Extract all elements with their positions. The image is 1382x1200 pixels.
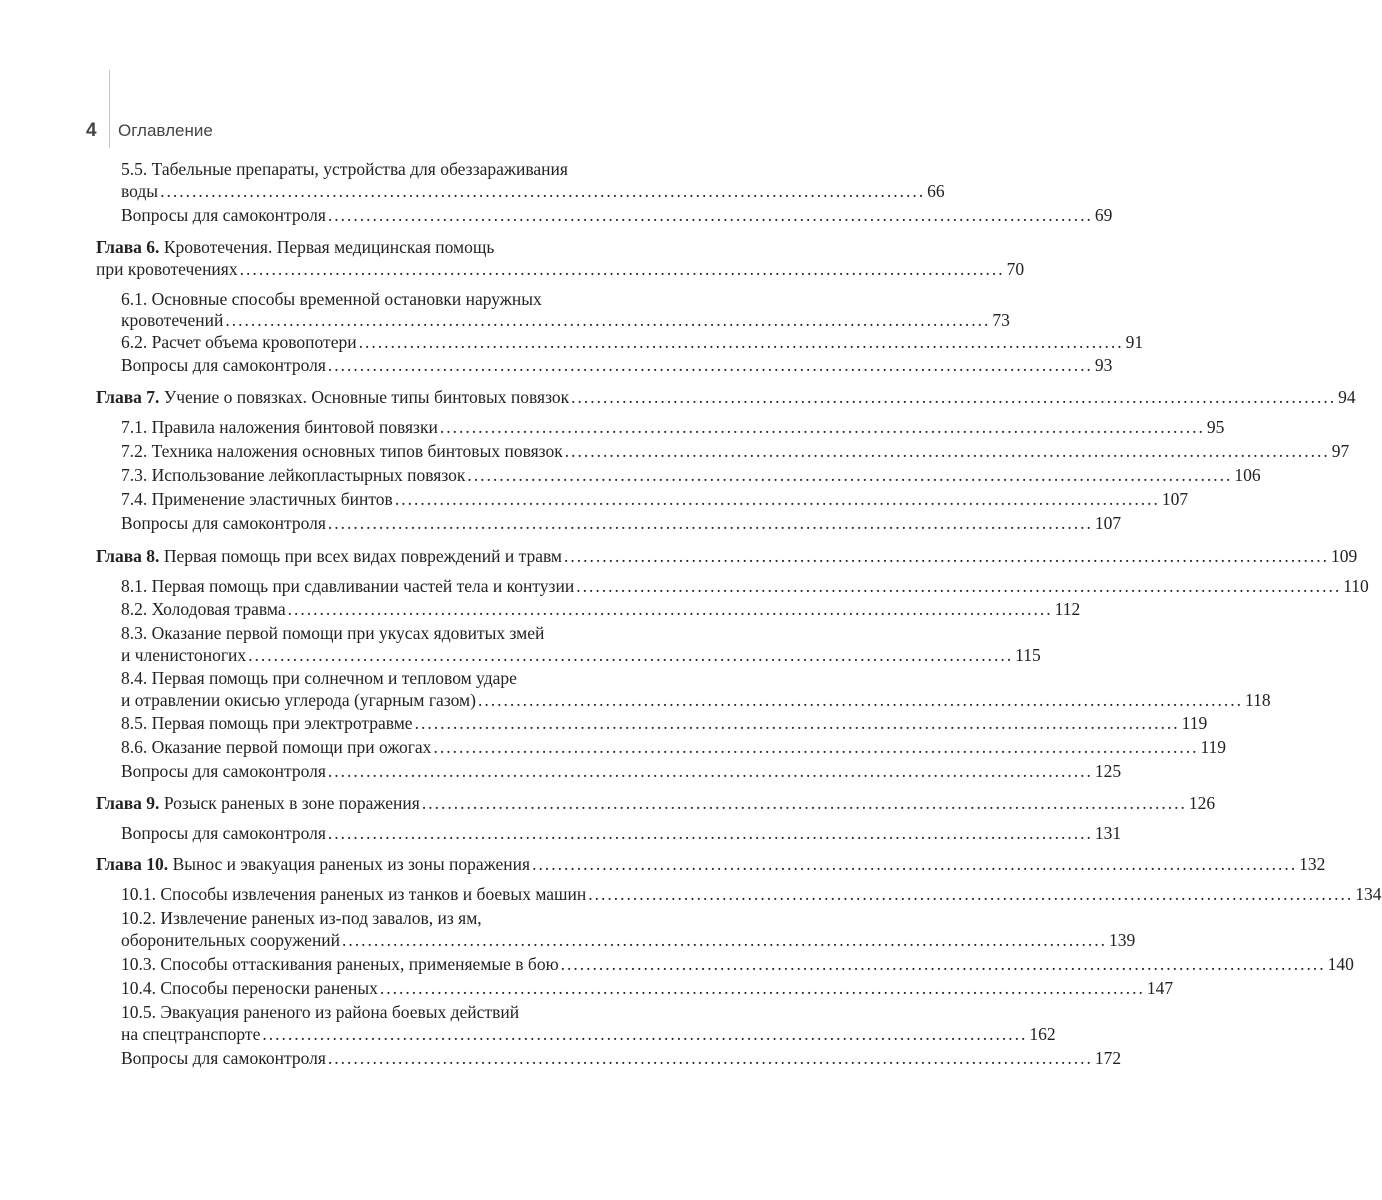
leader-dots: ........................................................................................................................ xyxy=(287,599,1053,619)
toc-entry-10-3[interactable]: 10.3. Способы оттаскивания раненых, применяемые в бою ........................................................................................................................ 140 xyxy=(121,954,1354,974)
leader-dots: ........................................................................................................................ xyxy=(342,930,1108,950)
page-ref: 107 xyxy=(1094,513,1122,533)
leader-dots: ........................................................................................................................ xyxy=(571,387,1337,407)
toc-entry-7-2[interactable]: 7.2. Техника наложения основных типов бинтовых повязок ........................................................................................................................ 97 xyxy=(121,441,1350,461)
toc-chapter-9[interactable]: Глава 9. Розыск раненых в зоне поражения ........................................................................................................................ 126 xyxy=(96,793,1216,813)
toc-entry-q5[interactable]: Вопросы для самоконтроля ........................................................................................................................ 69 xyxy=(121,205,1113,225)
toc-chapter-8[interactable]: Глава 8. Первая помощь при всех видах повреждений и травм ........................................................................................................................ 109 xyxy=(96,546,1358,566)
page-ref: 94 xyxy=(1338,387,1356,407)
leader-dots: ........................................................................................................................ xyxy=(327,355,1093,375)
leader-dots: ........................................................................................................................ xyxy=(327,205,1093,225)
page-ref: 125 xyxy=(1094,761,1122,781)
toc-entry-q8[interactable]: Вопросы для самоконтроля ........................................................................................................................ 125 xyxy=(121,761,1122,781)
leader-dots: ........................................................................................................................ xyxy=(358,332,1124,352)
leader-dots: ........................................................................................................................ xyxy=(467,465,1233,485)
leader-dots: ........................................................................................................................ xyxy=(160,181,926,201)
page-ref: 110 xyxy=(1343,576,1369,596)
toc-entry-8-6[interactable]: 8.6. Оказание первой помощи при ожогах ........................................................................................................................ 119 xyxy=(121,737,1227,757)
toc-entry-8-1[interactable]: 8.1. Первая помощь при сдавливании частей тела и контузии ........................................................................................................................ 110 xyxy=(121,576,1369,596)
leader-dots: ........................................................................................................................ xyxy=(379,978,1145,998)
leader-dots: ........................................................................................................................ xyxy=(532,854,1298,874)
toc-entry-8-3[interactable]: и членистоногих ........................................................................................................................ 115 xyxy=(121,645,1041,665)
page-ref: 134 xyxy=(1355,884,1382,904)
toc-entry-8-4[interactable]: и отравлении окисью углерода (угарным газом) ........................................................................................................................ 118 xyxy=(121,690,1271,710)
leader-dots: ........................................................................................................................ xyxy=(439,417,1205,437)
page-ref: 95 xyxy=(1206,417,1225,437)
toc-entry-7-4[interactable]: 7.4. Применение эластичных бинтов ........................................................................................................................ 107 xyxy=(121,489,1189,509)
toc-entry-q9[interactable]: Вопросы для самоконтроля ........................................................................................................................ 131 xyxy=(121,823,1122,843)
leader-dots: ........................................................................................................................ xyxy=(564,441,1330,461)
leader-dots: ........................................................................................................................ xyxy=(564,546,1329,566)
leader-dots: ........................................................................................................................ xyxy=(327,1048,1093,1068)
leader-dots: ........................................................................................................................ xyxy=(248,645,1014,665)
page-ref: 115 xyxy=(1015,645,1041,665)
leader-dots: ........................................................................................................................ xyxy=(560,954,1326,974)
leader-dots: ........................................................................................................................ xyxy=(588,884,1354,904)
toc-entry-8-4-line1: 8.4. Первая помощь при солнечном и тепловом ударе xyxy=(121,668,517,688)
toc-chapter-6-line1: Глава 6. Кровотечения. Первая медицинская помощь xyxy=(96,237,495,257)
toc-chapter-6[interactable]: при кровотечениях ........................................................................................................................ 70 xyxy=(96,259,1025,279)
toc-entry-7-1[interactable]: 7.1. Правила наложения бинтовой повязки ........................................................................................................................ 95 xyxy=(121,417,1225,437)
page-ref: 172 xyxy=(1094,1048,1122,1068)
leader-dots: ........................................................................................................................ xyxy=(239,259,1005,279)
page-number: 4 xyxy=(86,120,97,141)
toc-entry-8-5[interactable]: 8.5. Первая помощь при электротравме ........................................................................................................................ 119 xyxy=(121,713,1208,733)
page-ref: 118 xyxy=(1244,690,1271,710)
page-ref: 73 xyxy=(992,310,1010,330)
page-ref: 106 xyxy=(1234,465,1261,485)
toc-entry-7-3[interactable]: 7.3. Использование лейкопластырных повязок ........................................................................................................................ 106 xyxy=(121,465,1261,485)
leader-dots: ........................................................................................................................ xyxy=(421,793,1187,813)
toc-entry-5-5-line1: 5.5. Табельные препараты, устройства для обеззараживания xyxy=(121,159,568,179)
toc-entry-8-2[interactable]: 8.2. Холодовая травма ........................................................................................................................ 112 xyxy=(121,599,1081,619)
running-title: Оглавление xyxy=(118,121,213,140)
toc-chapter-10[interactable]: Глава 10. Вынос и эвакуация раненых из зоны поражения ........................................................................................................................ 132 xyxy=(96,854,1326,874)
leader-dots: ........................................................................................................................ xyxy=(327,513,1093,533)
toc-entry-10-1[interactable]: 10.1. Способы извлечения раненых из танков и боевых машин ........................................................................................................................ 134 xyxy=(121,884,1382,904)
page-ref: 112 xyxy=(1054,599,1081,619)
toc-entry-10-5[interactable]: на спецтранспорте ........................................................................................................................ 162 xyxy=(121,1024,1056,1044)
page-ref: 139 xyxy=(1109,930,1136,950)
page-ref: 70 xyxy=(1006,259,1025,279)
toc-entry-6-1[interactable]: кровотечений ........................................................................................................................ 73 xyxy=(121,310,1010,330)
toc-entry-q7[interactable]: Вопросы для самоконтроля ........................................................................................................................ 107 xyxy=(121,513,1122,533)
leader-dots: ........................................................................................................................ xyxy=(225,310,991,330)
page-ref: 131 xyxy=(1094,823,1122,843)
page-ref: 119 xyxy=(1200,737,1227,757)
leader-dots: ........................................................................................................................ xyxy=(327,823,1093,843)
page-ref: 126 xyxy=(1188,793,1216,813)
toc-entry-6-2[interactable]: 6.2. Расчет объема кровопотери ........................................................................................................................ 91 xyxy=(121,332,1144,352)
leader-dots: ........................................................................................................................ xyxy=(576,576,1342,596)
leader-dots: ........................................................................................................................ xyxy=(394,489,1160,509)
toc-entry-q6[interactable]: Вопросы для самоконтроля ........................................................................................................................ 93 xyxy=(121,355,1113,375)
leader-dots: ........................................................................................................................ xyxy=(262,1024,1028,1044)
toc-entry-10-5-line1: 10.5. Эвакуация раненого из района боевых действий xyxy=(121,1002,520,1022)
page-ref: 162 xyxy=(1029,1024,1056,1044)
page-ref: 109 xyxy=(1331,546,1358,566)
page-ref: 119 xyxy=(1181,713,1208,733)
page-ref: 107 xyxy=(1161,489,1189,509)
page-ref: 132 xyxy=(1299,854,1326,874)
leader-dots: ........................................................................................................................ xyxy=(414,713,1180,733)
page-ref: 140 xyxy=(1327,954,1354,974)
toc-entry-10-4[interactable]: 10.4. Способы переноски раненых ........................................................................................................................ 147 xyxy=(121,978,1174,998)
page-ref: 93 xyxy=(1094,355,1113,375)
page-ref: 69 xyxy=(1094,205,1113,225)
page-ref: 147 xyxy=(1146,978,1174,998)
toc-entry-10-2[interactable]: оборонительных сооружений ........................................................................................................................ 139 xyxy=(121,930,1136,950)
toc-entry-6-1-line1: 6.1. Основные способы временной остановки наружных xyxy=(121,289,542,309)
page-ref: 97 xyxy=(1331,441,1350,461)
toc-entry-8-3-line1: 8.3. Оказание первой помощи при укусах ядовитых змей xyxy=(121,623,545,643)
toc-entry-q10[interactable]: Вопросы для самоконтроля ........................................................................................................................ 172 xyxy=(121,1048,1122,1068)
page-ref: 91 xyxy=(1125,332,1144,352)
toc-entry-5-5[interactable]: воды ........................................................................................................................ 66 xyxy=(121,181,945,201)
page-ref: 66 xyxy=(927,181,945,201)
leader-dots: ........................................................................................................................ xyxy=(327,761,1093,781)
toc-chapter-7[interactable]: Глава 7. Учение о повязках. Основные типы бинтовых повязок ........................................................................................................................ 94 xyxy=(96,387,1356,407)
leader-dots: ........................................................................................................................ xyxy=(477,690,1243,710)
leader-dots: ........................................................................................................................ xyxy=(433,737,1199,757)
toc-entry-10-2-line1: 10.2. Извлечение раненых из-под завалов, из ям, xyxy=(121,908,482,928)
